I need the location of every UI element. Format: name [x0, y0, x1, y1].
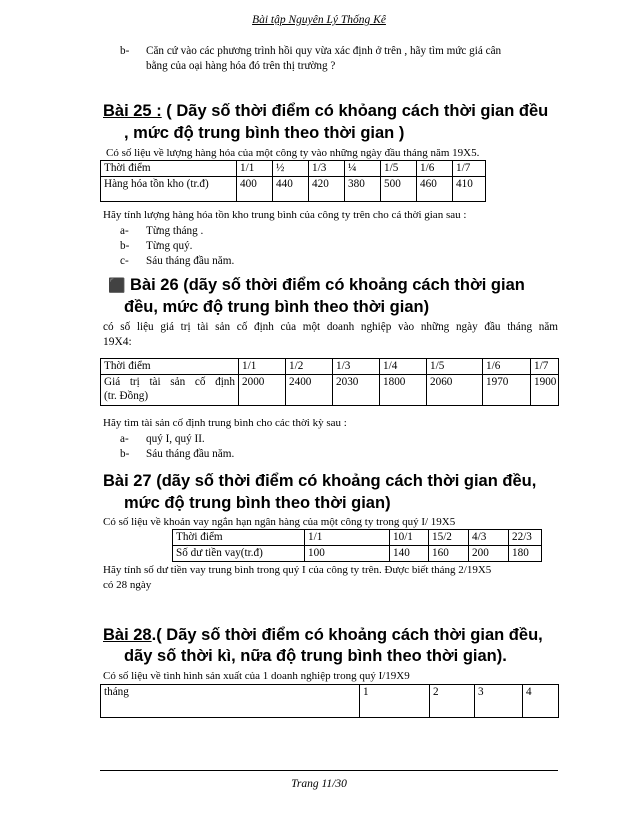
table-cell: Thời điểm — [173, 530, 305, 546]
table-cell: 440 — [273, 177, 309, 202]
table-cell: 100 — [305, 546, 390, 562]
bai27-question-1: Hãy tính số dư tiền vay trung bình trong quý I của công ty trên. Được biết tháng 2/19X5 — [103, 564, 492, 576]
table-cell: 22/3 — [509, 530, 542, 546]
list-text: Từng tháng . — [146, 225, 204, 237]
bai28-number: Bài 28 — [103, 626, 152, 644]
table-row — [101, 375, 559, 406]
table-cell: 2030 — [333, 375, 380, 406]
table-cell: 1/1 — [239, 359, 286, 375]
table-cell: 1/7 — [453, 161, 486, 177]
table-cell: 1970 — [483, 375, 531, 406]
table-cell: ½ — [273, 161, 309, 177]
table-cell: 1 — [360, 685, 430, 718]
table-row — [173, 530, 542, 546]
table-cell: 1/5 — [381, 161, 417, 177]
table-cell: 1/7 — [531, 359, 559, 375]
table-cell: Số dư tiền vay(tr.đ) — [173, 546, 305, 562]
bai25-question: Hãy tính lượng hàng hóa tồn kho trung bình của công ty trên cho cá thời gian sau : — [103, 209, 467, 221]
table-cell: 1/6 — [483, 359, 531, 375]
list-text: quý I, quý II. — [146, 433, 205, 445]
list-item — [120, 432, 420, 447]
list-item — [120, 224, 420, 239]
intro-marker: b- — [120, 45, 130, 57]
list-item — [120, 447, 420, 462]
bai25-table — [100, 160, 486, 202]
table-cell: Thời điểm — [101, 161, 237, 177]
list-marker: c- — [120, 255, 129, 267]
table-cell: 1800 — [380, 375, 427, 406]
table-cell: ¼ — [345, 161, 381, 177]
bai26-title-line2: đều, mức độ trung bình theo thời gian) — [124, 298, 430, 316]
bai26-title-1: Bài 26 (dãy số thời điểm có khoảng cách thời gian — [130, 276, 525, 294]
list-text: Sáu tháng đầu năm. — [146, 255, 235, 267]
bai28-table — [100, 684, 559, 718]
table-cell: 410 — [453, 177, 486, 202]
table-cell — [101, 375, 239, 406]
checkbox-bullet-icon: ⬛ — [108, 278, 126, 294]
table-cell: 160 — [429, 546, 469, 562]
bai27-table — [172, 529, 542, 562]
table-cell: 1900 — [531, 375, 559, 406]
bai26-question: Hãy tìm tài sản cố định trung bình cho các thời kỳ sau : — [103, 417, 347, 429]
table-cell: 2 — [430, 685, 475, 718]
bai25-number: Bài 25 : — [103, 102, 162, 120]
list-marker: b- — [120, 448, 130, 460]
table-cell: Hàng hóa tồn kho (tr.đ) — [101, 177, 237, 202]
table-cell: 1/3 — [309, 161, 345, 177]
list-item — [120, 254, 420, 269]
table-cell: 1/6 — [417, 161, 453, 177]
table-cell: 1/5 — [427, 359, 483, 375]
bai26-description-2: 19X4: — [103, 336, 132, 348]
table-cell: 460 — [417, 177, 453, 202]
intro-line-2: bằng của oại hàng hóa đó trên thị trường ? — [146, 60, 336, 72]
bai25-title-line1 — [103, 100, 548, 122]
bai26-description-1: có số liệu giá trị tài sản cố định của một doanh nghiệp vào những ngày đầu tháng năm — [103, 321, 558, 333]
bai28-title-line2: dãy số thời kì, nữa độ trung bình theo thời gian). — [124, 647, 507, 665]
table-cell: 1/1 — [237, 161, 273, 177]
bai28-title-1: .( Dãy số thời điểm có khoảng cách thời gian đều, — [151, 626, 543, 644]
table-cell: 2000 — [239, 375, 286, 406]
table-cell: 380 — [345, 177, 381, 202]
table-row — [101, 161, 486, 177]
list-marker: a- — [120, 433, 129, 445]
table-cell: 15/2 — [429, 530, 469, 546]
cell-line: (tr. Đồng) — [104, 390, 149, 402]
bai26-title-line1 — [108, 274, 525, 297]
footer-divider — [100, 770, 558, 771]
list-text: Sáu tháng đầu năm. — [146, 448, 235, 460]
bai25-title-1: ( Dãy số thời điểm có khỏang cách thời gian đều — [161, 102, 549, 120]
table-cell: 2060 — [427, 375, 483, 406]
table-cell: 2400 — [286, 375, 333, 406]
bai28-description: Có số liệu về tình hình sản xuất của 1 doanh nghiệp trong quý I/19X9 — [103, 670, 410, 682]
table-row — [101, 685, 559, 718]
table-cell: 140 — [390, 546, 429, 562]
bai28-title-line1 — [103, 624, 543, 646]
bai25-description: Có số liệu về lượng hàng hóa của một công ty vào những ngày đầu tháng năm 19X5. — [106, 147, 480, 159]
table-cell: 1/2 — [286, 359, 333, 375]
table-cell: 3 — [475, 685, 523, 718]
table-cell: 1/3 — [333, 359, 380, 375]
intro-line-1: Căn cứ vào các phương trình hồi quy vừa xác định ở trên , hãy tìm mức giá cân — [146, 45, 502, 57]
table-cell: 1/4 — [380, 359, 427, 375]
bai25-title-line2: , mức độ trung bình theo thời gian ) — [124, 124, 405, 142]
table-cell: 500 — [381, 177, 417, 202]
table-cell: 180 — [509, 546, 542, 562]
list-marker: a- — [120, 225, 129, 237]
page-footer: Trang 11/30 — [291, 778, 347, 790]
table-row — [101, 177, 486, 202]
table-cell: 4/3 — [469, 530, 509, 546]
cell-line: Giá trị tài sản cố định — [104, 376, 235, 388]
bai26-table — [100, 358, 559, 406]
table-cell: Thời điểm — [101, 359, 239, 375]
bai27-title-line1: Bài 27 (dãy số thời điểm có khoảng cách thời gian đều, — [103, 472, 537, 490]
table-cell: 400 — [237, 177, 273, 202]
table-row — [101, 359, 559, 375]
bai27-question-2: có 28 ngày — [103, 579, 152, 591]
table-cell: 420 — [309, 177, 345, 202]
table-cell: 10/1 — [390, 530, 429, 546]
list-item — [120, 239, 420, 254]
intro-item — [120, 44, 560, 76]
table-cell: 200 — [469, 546, 509, 562]
list-text: Từng quý. — [146, 240, 193, 252]
table-row — [173, 546, 542, 562]
table-cell: 1/1 — [305, 530, 390, 546]
table-cell: 4 — [523, 685, 559, 718]
bai27-title-line2: mức độ trung bình theo thời gian) — [124, 494, 391, 512]
bai27-description: Có số liệu về khoản vay ngắn hạn ngân hàng của một công ty trong quý I/ 19X5 — [103, 516, 456, 528]
list-marker: b- — [120, 240, 130, 252]
page-header: Bài tập Nguyên Lý Thống Kê — [252, 14, 386, 26]
table-cell: tháng — [101, 685, 360, 718]
